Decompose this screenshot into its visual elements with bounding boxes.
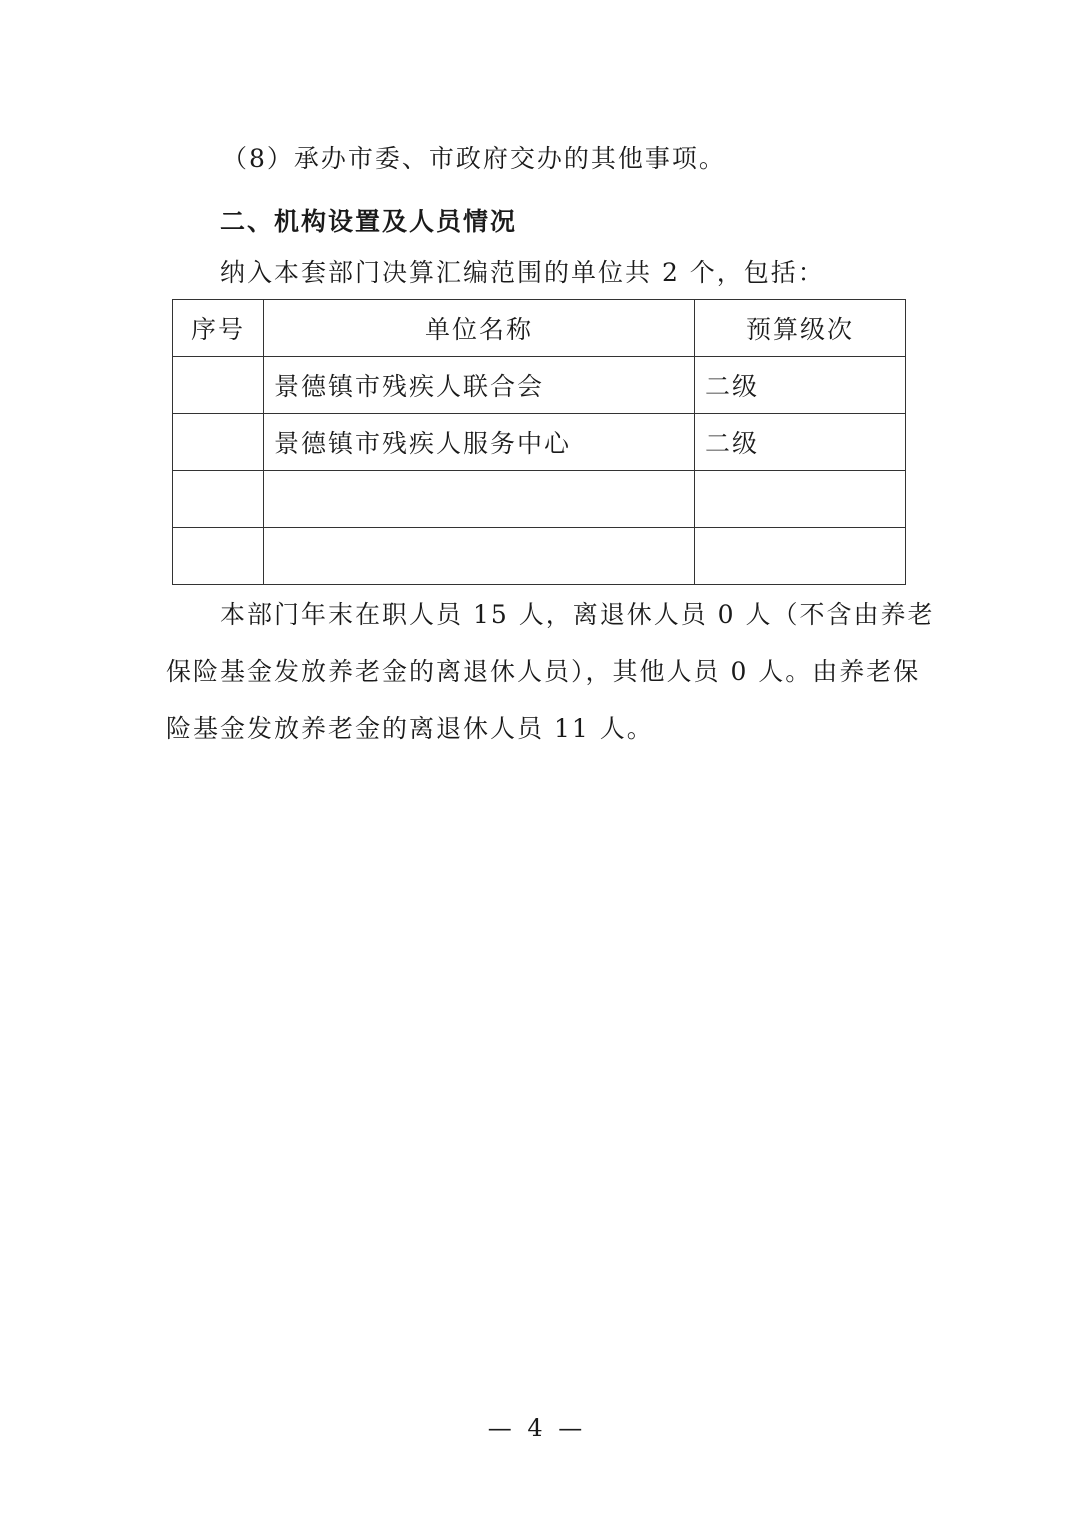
header-budget-level: 预算级次: [695, 300, 906, 357]
section-heading: 二、机构设置及人员情况: [220, 207, 518, 236]
intro-text: 纳入本套部门决算汇编范围的单位共 2 个，包括：: [220, 258, 825, 287]
cell-budget-level: 二级: [695, 414, 906, 471]
staff-line-3: 险基金发放养老金的离退休人员 11 人。: [166, 714, 654, 743]
table-row: [173, 414, 906, 471]
table-row: [173, 528, 906, 585]
cell-unit-name: 景德镇市残疾人联合会: [264, 357, 695, 414]
page-number: — 4 —: [487, 1414, 587, 1442]
staff-line-1: 本部门年末在职人员 15 人，离退休人员 0 人（不含由养老: [220, 600, 935, 629]
staff-line-2: 保险基金发放养老金的离退休人员），其他人员 0 人。由养老保: [166, 657, 921, 686]
cell-unit-name: [264, 528, 695, 585]
cell-seq: [173, 357, 264, 414]
cell-seq: [173, 528, 264, 585]
table-row: [173, 471, 906, 528]
cell-seq: [173, 471, 264, 528]
header-seq: 序号: [173, 300, 264, 357]
table-header-row: [173, 300, 906, 357]
cell-seq: [173, 414, 264, 471]
cell-unit-name: [264, 471, 695, 528]
table-row: [173, 357, 906, 414]
units-table: [172, 299, 906, 585]
cell-budget-level: [695, 528, 906, 585]
cell-budget-level: 二级: [695, 357, 906, 414]
item-8-text: （8）承办市委、市政府交办的其他事项。: [222, 144, 726, 173]
header-unit-name: 单位名称: [264, 300, 695, 357]
cell-budget-level: [695, 471, 906, 528]
cell-unit-name: 景德镇市残疾人服务中心: [264, 414, 695, 471]
